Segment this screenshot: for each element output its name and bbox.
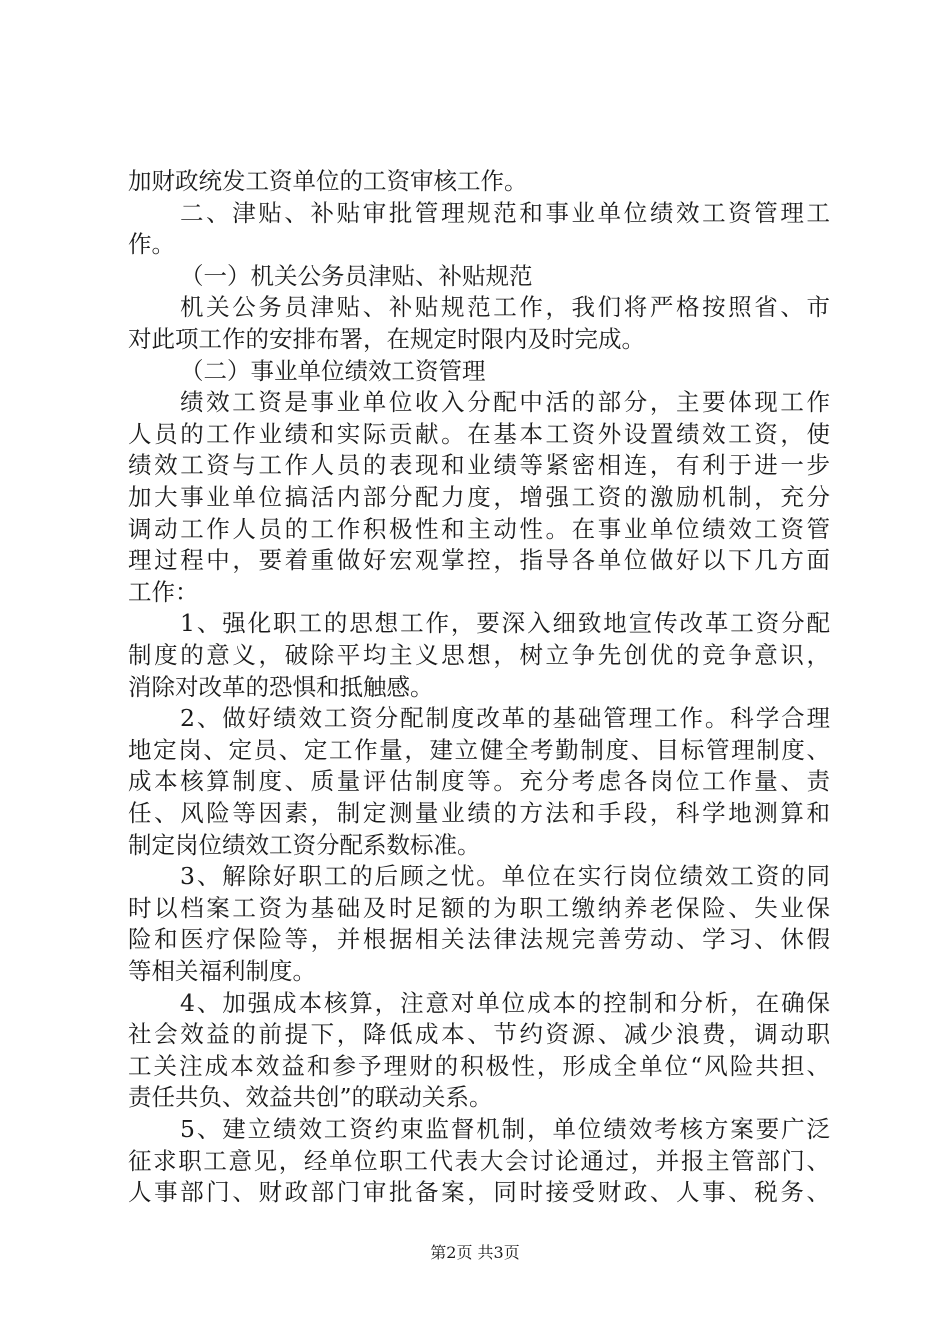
text-line: 等相关福利制度。 — [128, 957, 316, 985]
text-line: 消除对改革的恐惧和抵触感。 — [128, 672, 434, 701]
text-line: 作。 — [128, 230, 175, 259]
text-line: 工关注成本效益和参予理财的积极性，形成全单位“风险共担、 — [128, 1051, 830, 1080]
text-line: 绩效工资是事业单位收入分配中活的部分，主要体现工作 — [180, 388, 830, 417]
text-line: 责任共负、效益共创”的联动关系。 — [128, 1083, 493, 1112]
text-line: 调动工作人员的工作积极性和主动性。在事业单位绩效工资管 — [128, 514, 830, 543]
text-line: 制度的意义，破除平均主义思想，树立争先创优的竞争意识， — [128, 641, 830, 669]
text-line: 加大事业单位搞活内部分配力度，增强工资的激励机制，充分 — [128, 483, 830, 511]
text-line: （一）机关公务员津贴、补贴规范 — [180, 261, 533, 290]
text-line: 5、建立绩效工资约束监督机制，单位绩效考核方案要广泛 — [180, 1115, 830, 1143]
text-line: 理过程中，要着重做好宏观掌控，指导各单位做好以下几方面 — [128, 546, 830, 575]
page-number: 第2页 共3页 — [430, 1243, 520, 1262]
text-line: 2、做好绩效工资分配制度改革的基础管理工作。科学合理 — [180, 704, 830, 733]
text-line: 绩效工资与工作人员的表现和业绩等紧密相连，有利于进一步 — [128, 451, 830, 480]
text-line: 地定岗、定员、定工作量，建立健全考勤制度、目标管理制度、 — [128, 735, 830, 764]
text-line: 加财政统发工资单位的工资审核工作。 — [128, 167, 528, 195]
text-line: 社会效益的前提下，降低成本、节约资源、减少浪费，调动职 — [128, 1020, 830, 1049]
text-line: 3、解除好职工的后顾之忧。单位在实行岗位绩效工资的同 — [180, 862, 830, 891]
text-line: （二）事业单位绩效工资管理 — [180, 356, 486, 385]
text-line: 成本核算制度、质量评估制度等。充分考虑各岗位工作量、责 — [128, 767, 830, 796]
text-line: 对此项工作的安排布署，在规定时限内及时完成。 — [128, 325, 645, 353]
text-line: 二、津贴、补贴审批管理规范和事业单位绩效工资管理工 — [180, 198, 830, 227]
text-line: 工作： — [128, 577, 199, 606]
text-line: 1、强化职工的思想工作，要深入细致地宣传改革工资分配 — [180, 609, 830, 638]
text-line: 制定岗位绩效工资分配系数标准。 — [128, 830, 481, 859]
text-line: 征求职工意见，经单位职工代表大会讨论通过，并报主管部门、 — [128, 1146, 830, 1175]
text-line: 4、加强成本核算，注意对单位成本的控制和分析，在确保 — [180, 988, 830, 1017]
text-line: 人员的工作业绩和实际贡献。在基本工资外设置绩效工资，使 — [128, 419, 830, 448]
text-line: 险和医疗保险等，并根据相关法律法规完善劳动、学习、休假 — [128, 925, 830, 954]
text-line: 机关公务员津贴、补贴规范工作，我们将严格按照省、市 — [180, 293, 830, 322]
text-line: 时以档案工资为基础及时足额的为职工缴纳养老保险、失业保 — [128, 893, 830, 922]
text-line: 人事部门、财政部门审批备案，同时接受财政、人事、税务、 — [128, 1178, 830, 1207]
text-line: 任、风险等因素，制定测量业绩的方法和手段，科学地测算和 — [128, 799, 830, 827]
